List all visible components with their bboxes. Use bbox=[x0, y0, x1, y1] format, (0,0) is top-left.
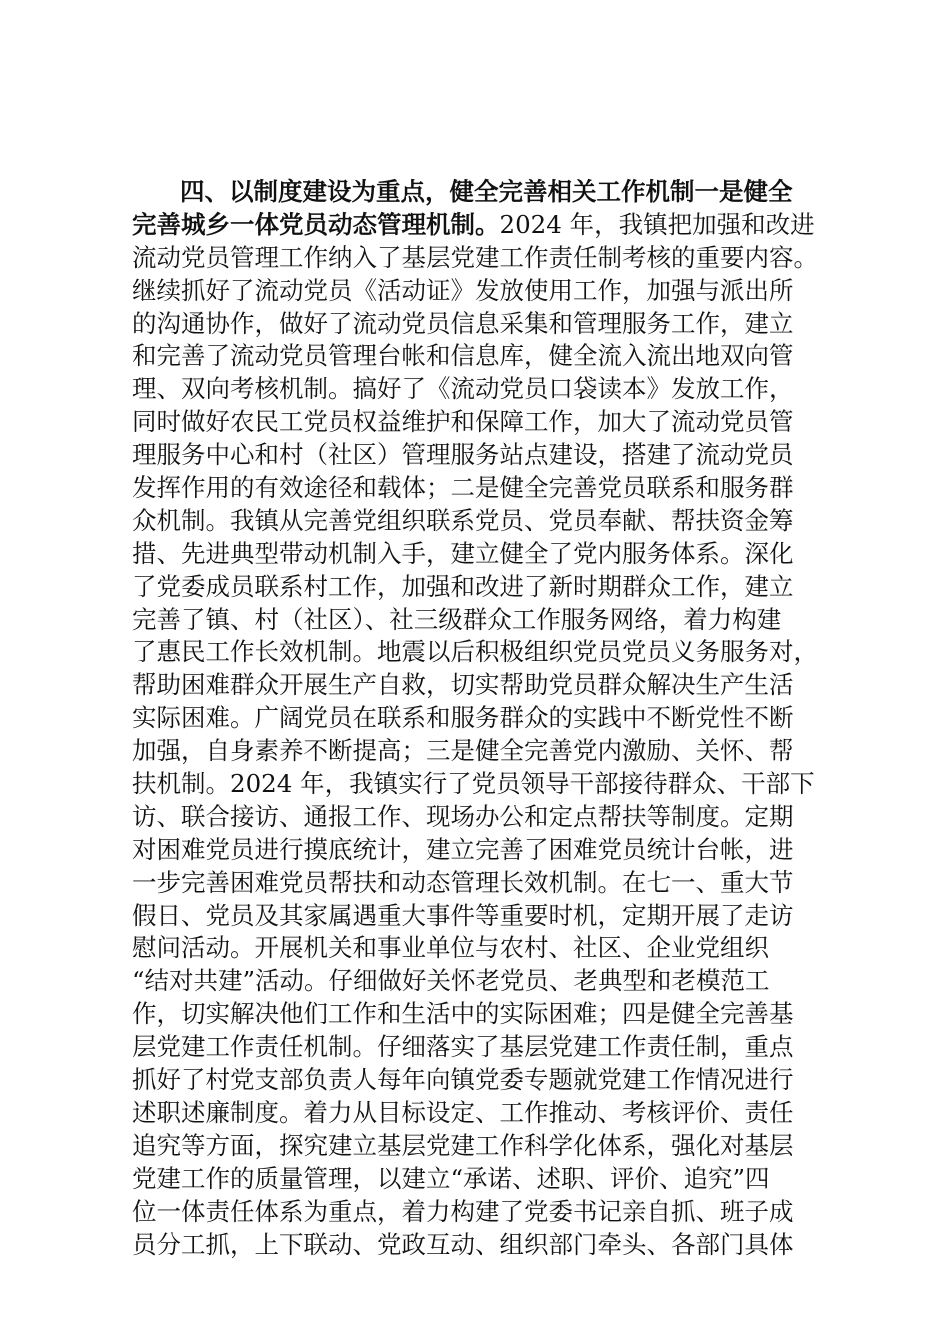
text-line bbox=[132, 472, 832, 505]
body-text: 理、双向考核机制。搞好了《流动党员口袋读本》发放工作， bbox=[132, 374, 794, 404]
text-line bbox=[132, 275, 832, 308]
body-text: 了惠民工作长效机制。地震以后积极组织党员党员义务服务对， bbox=[132, 637, 818, 667]
text-line bbox=[132, 308, 832, 341]
body-text: 对困难党员进行摸底统计，建立完善了困难党员统计台帐，进 bbox=[132, 834, 794, 864]
text-line bbox=[132, 571, 832, 604]
text-line bbox=[132, 439, 832, 472]
text-line bbox=[132, 1229, 832, 1262]
body-text: 层党建工作责任机制。仔细落实了基层党建工作责任制，重点 bbox=[132, 1032, 794, 1062]
body-text: 党建工作的质量管理，以建立“承诺、述职、评价、追究”四 bbox=[132, 1163, 770, 1193]
text-line bbox=[132, 209, 832, 242]
body-text: “结对共建”活动。仔细做好关怀老党员、老典型和老模范工 bbox=[132, 966, 770, 996]
text-line bbox=[132, 1097, 832, 1130]
body-text: 众机制。我镇从完善党组织联系党员、党员奉献、帮扶资金筹 bbox=[132, 505, 794, 535]
body-text: 作，切实解决他们工作和生活中的实际困难；四是健全完善基 bbox=[132, 999, 794, 1029]
text-line bbox=[132, 801, 832, 834]
text-line bbox=[132, 538, 832, 571]
text-line bbox=[132, 735, 832, 768]
body-text: 员分工抓，上下联动、党政互动、组织部门牵头、各部门具体 bbox=[132, 1229, 794, 1259]
body-text: 追究等方面，探究建立基层党建工作科学化体系，强化对基层 bbox=[132, 1130, 794, 1160]
body-text: 完善了镇、村（社区）、社三级群众工作服务网络，着力构建 bbox=[132, 604, 782, 634]
body-text: 帮助困难群众开展生产自救，切实帮助党员群众解决生产生活 bbox=[132, 670, 794, 700]
body-text: 流动党员管理工作纳入了基层党建工作责任制考核的重要内容。 bbox=[132, 242, 818, 272]
text-line bbox=[132, 373, 832, 406]
text-line bbox=[132, 702, 832, 735]
text-line bbox=[132, 505, 832, 538]
body-text: 了党委成员联系村工作，加强和改进了新时期群众工作，建立 bbox=[132, 571, 794, 601]
text-line bbox=[132, 1130, 832, 1163]
text-line bbox=[132, 176, 832, 209]
body-text: 访、联合接访、通报工作、现场办公和定点帮扶等制度。定期 bbox=[132, 801, 794, 831]
body-text: 抓好了村党支部负责人每年向镇党委专题就党建工作情况进行 bbox=[132, 1065, 794, 1095]
body-text: 假日、党员及其家属遇重大事件等重要时机，定期开展了走访 bbox=[132, 900, 794, 930]
text-line bbox=[132, 900, 832, 933]
body-text: 同时做好农民工党员权益维护和保障工作，加大了流动党员管 bbox=[132, 407, 794, 437]
bold-heading-text: 四、以制度建设为重点，健全完善相关工作机制一是健全 bbox=[180, 177, 793, 206]
body-text: 措、先进典型带动机制入手，建立健全了党内服务体系。深化 bbox=[132, 538, 794, 568]
body-text: 扶机制。2024 年，我镇实行了党员领导干部接待群众、干部下 bbox=[132, 769, 815, 799]
text-line bbox=[132, 1163, 832, 1196]
text-line bbox=[132, 834, 832, 867]
text-line bbox=[132, 867, 832, 900]
body-text: 位一体责任体系为重点，着力构建了党委书记亲自抓、班子成 bbox=[132, 1196, 794, 1226]
bold-heading-text: 完善城乡一体党员动态管理机制。 bbox=[132, 209, 500, 239]
text-line bbox=[132, 604, 832, 637]
body-text: 慰问活动。开展机关和事业单位与农村、社区、企业党组织 bbox=[132, 933, 769, 963]
text-line bbox=[132, 1064, 832, 1097]
text-line bbox=[132, 636, 832, 669]
body-paragraph bbox=[132, 176, 832, 1261]
body-text: 实际困难。广阔党员在联系和服务群众的实践中不断党性不断 bbox=[132, 703, 794, 733]
text-line bbox=[132, 768, 832, 801]
body-text: 一步完善困难党员帮扶和动态管理长效机制。在七一、重大节 bbox=[132, 867, 794, 897]
text-line bbox=[132, 340, 832, 373]
body-text: 加强，自身素养不断提高；三是健全完善党内激励、关怀、帮 bbox=[132, 736, 794, 766]
body-text: 和完善了流动党员管理台帐和信息库，健全流入流出地双向管 bbox=[132, 341, 794, 371]
body-text: 2024 年，我镇把加强和改进 bbox=[499, 209, 815, 239]
text-line bbox=[132, 1031, 832, 1064]
text-line bbox=[132, 998, 832, 1031]
text-line bbox=[132, 242, 832, 275]
body-text: 的沟通协作，做好了流动党员信息采集和管理服务工作，建立 bbox=[132, 308, 794, 338]
text-line bbox=[132, 1196, 832, 1229]
body-text: 继续抓好了流动党员《活动证》发放使用工作，加强与派出所 bbox=[132, 275, 794, 305]
text-line bbox=[132, 965, 832, 998]
body-text: 理服务中心和村（社区）管理服务站点建设，搭建了流动党员 bbox=[132, 440, 794, 470]
text-line bbox=[132, 406, 832, 439]
text-line bbox=[132, 932, 832, 965]
text-line bbox=[132, 669, 832, 702]
body-text: 发挥作用的有效途径和载体；二是健全完善党员联系和服务群 bbox=[132, 473, 794, 503]
body-text: 述职述廉制度。着力从目标设定、工作推动、考核评价、责任 bbox=[132, 1097, 794, 1127]
